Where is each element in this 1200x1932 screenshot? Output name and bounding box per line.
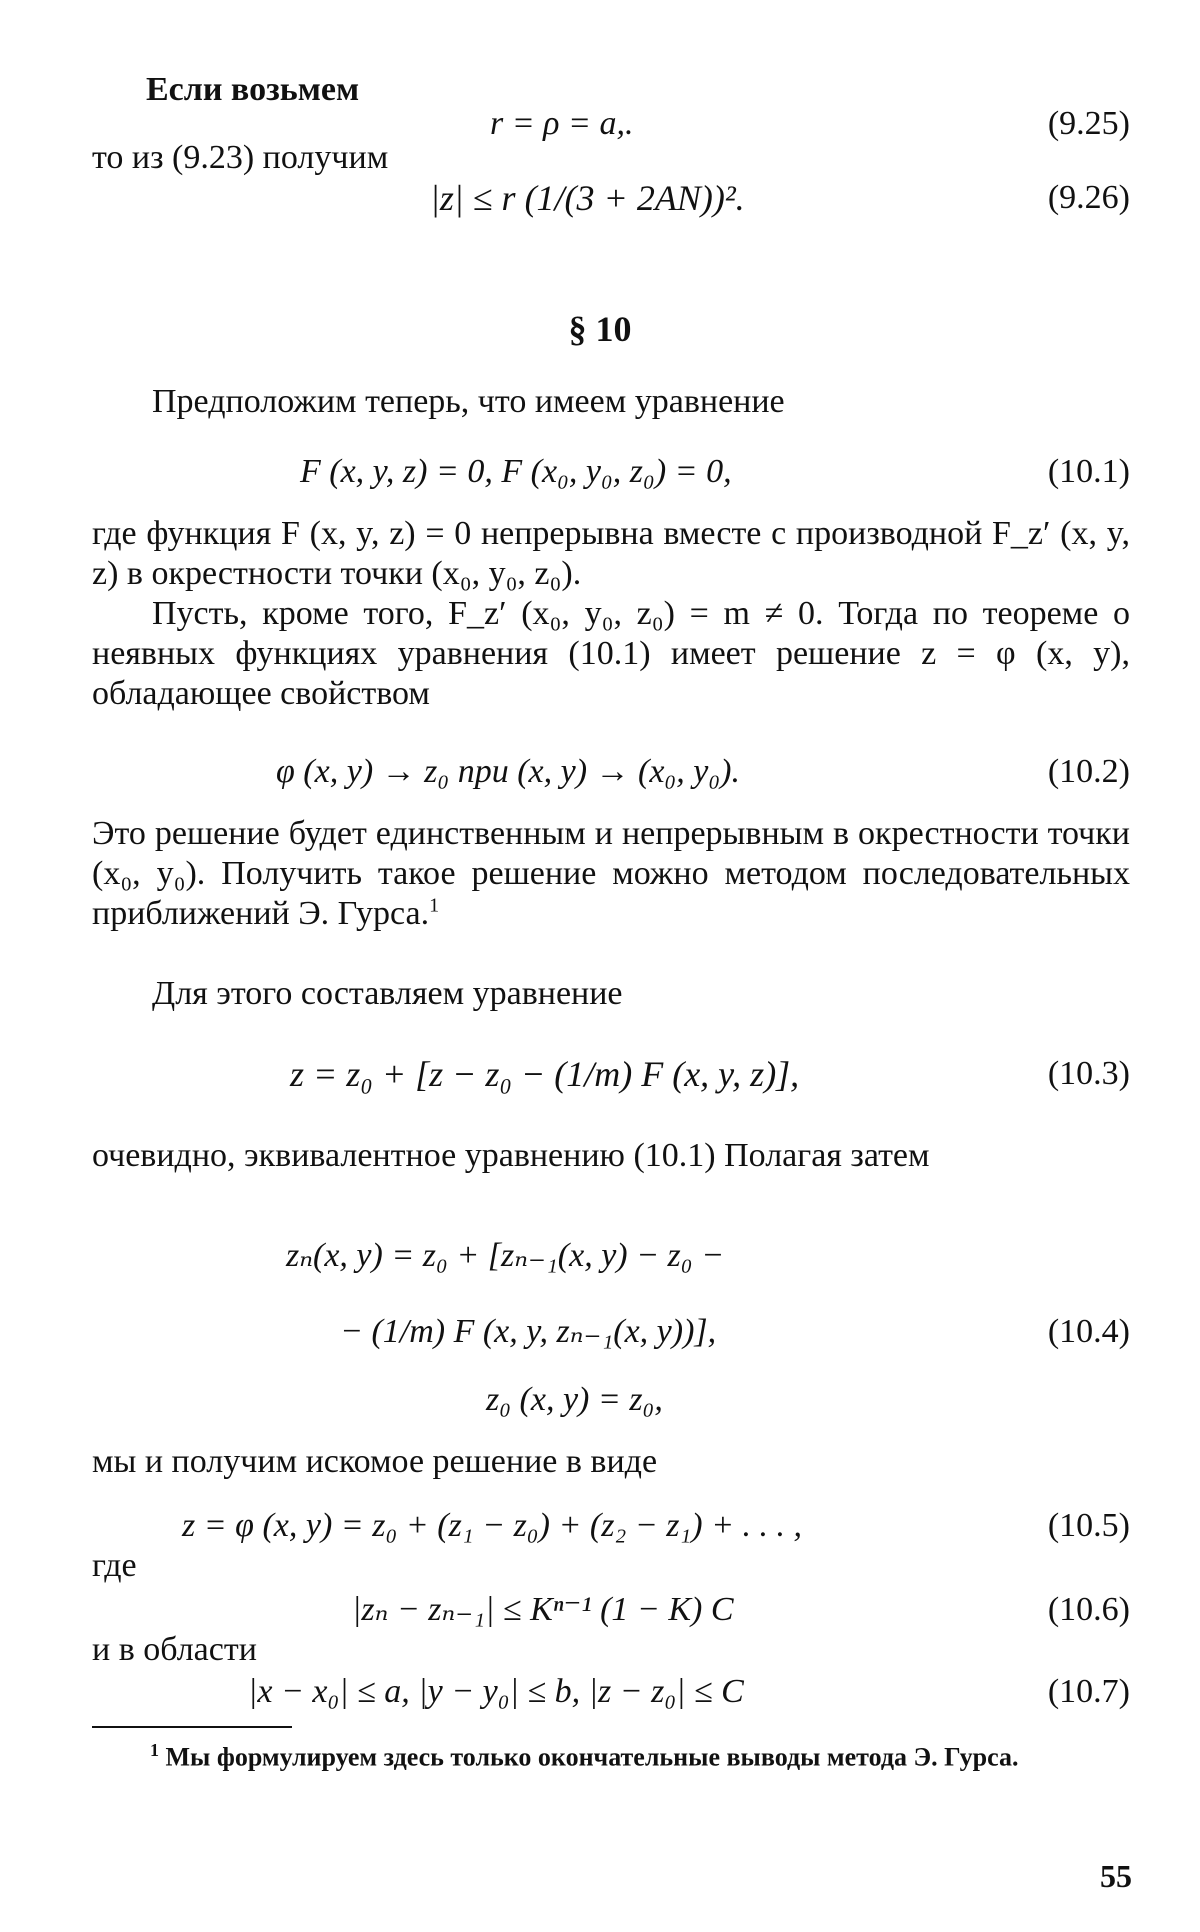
section-heading: § 10	[568, 309, 632, 349]
footnote-text: Мы формулируем здесь только окончательные выводы метода Э. Гурса.	[165, 1742, 1019, 1772]
equation-number-10-1: (10.1)	[1047, 453, 1130, 490]
text-in-region: и в области	[92, 1631, 257, 1668]
equation-10-2: φ (x, y) → z₀ при (x, y) → (x₀, y₀).	[276, 753, 740, 790]
equation-10-7: |x − x₀| ≤ a, |y − y₀| ≤ b, |z − z₀| ≤ C	[248, 1673, 744, 1710]
equation-number-10-7: (10.7)	[1047, 1673, 1130, 1710]
footnote	[92, 1734, 1132, 1774]
equation-10-5: z = φ (x, y) = z₀ + (z₁ − z₀) + (z₂ − z₁) + . . . ,	[182, 1507, 803, 1544]
text-where: где	[92, 1547, 137, 1584]
equation-number-9-25: (9.25)	[1047, 105, 1130, 142]
paragraph-solution-unique	[92, 814, 1130, 934]
paragraph-suppose: Предположим теперь, что имеем уравнение	[152, 383, 785, 420]
equation-9-26: |z| ≤ r (1/(3 + 2AN))².	[430, 178, 745, 218]
equation-10-4-line-1: zₙ(x, y) = z₀ + [zₙ₋₁(x, y) − z₀ −	[286, 1237, 725, 1274]
paragraph-function-continuous: где функция F (x, y, z) = 0 непрерывна вместе с производной F_z′ (x, y, z) в окрестности точки (x₀, y₀, z₀).	[92, 515, 1130, 592]
equation-number-10-4: (10.4)	[1047, 1313, 1130, 1350]
equation-9-25: r = ρ = a,.	[490, 105, 634, 142]
paragraph-let-besides-text: Пусть, кроме того, F_z′ (x₀, y₀, z₀) = m ≠ 0. Тогда по теореме о неявных функциях уравнения (10.1) имеет решение z = φ (x, y), обладающее свойством	[92, 595, 1130, 712]
text-then-from: то из (9.23) получим	[92, 139, 389, 176]
equation-10-6: |zₙ − zₙ₋₁| ≤ Kⁿ⁻¹ (1 − K) C	[352, 1591, 734, 1628]
equation-number-10-2: (10.2)	[1047, 753, 1130, 790]
paragraph-solution-unique-text: Это решение будет единственным и непрерывным в окрестности точки (x₀, y₀). Получить такое решение можно методом последовательных приближений Э. Гурса.	[92, 815, 1130, 932]
page-number: 55	[1100, 1858, 1132, 1894]
text-if-take: Если возьмем	[146, 71, 360, 108]
equation-10-4-line-2: − (1/m) F (x, y, zₙ₋₁(x, y))],	[340, 1313, 717, 1350]
equation-number-10-6: (10.6)	[1047, 1591, 1130, 1628]
paragraph-for-this: Для этого составляем уравнение	[152, 975, 623, 1012]
footnote-mark: 1	[150, 1740, 159, 1760]
equation-10-4-line-3: z₀ (x, y) = z₀,	[486, 1381, 663, 1418]
footnote-divider	[92, 1726, 292, 1728]
footnote-reference: 1	[429, 894, 440, 917]
equation-number-10-3: (10.3)	[1047, 1055, 1130, 1092]
equation-10-1: F (x, y, z) = 0, F (x₀, y₀, z₀) = 0,	[300, 453, 732, 490]
paragraph-we-get: мы и получим искомое решение в виде	[92, 1443, 658, 1480]
equation-number-9-26: (9.26)	[1047, 179, 1130, 216]
equation-number-10-5: (10.5)	[1047, 1507, 1130, 1544]
paragraph-obviously-equivalent: очевидно, эквивалентное уравнению (10.1) Полагая затем	[92, 1137, 930, 1174]
equation-10-3: z = z₀ + [z − z₀ − (1/m) F (x, y, z)],	[290, 1054, 800, 1094]
paragraph-let-besides	[92, 594, 1130, 714]
